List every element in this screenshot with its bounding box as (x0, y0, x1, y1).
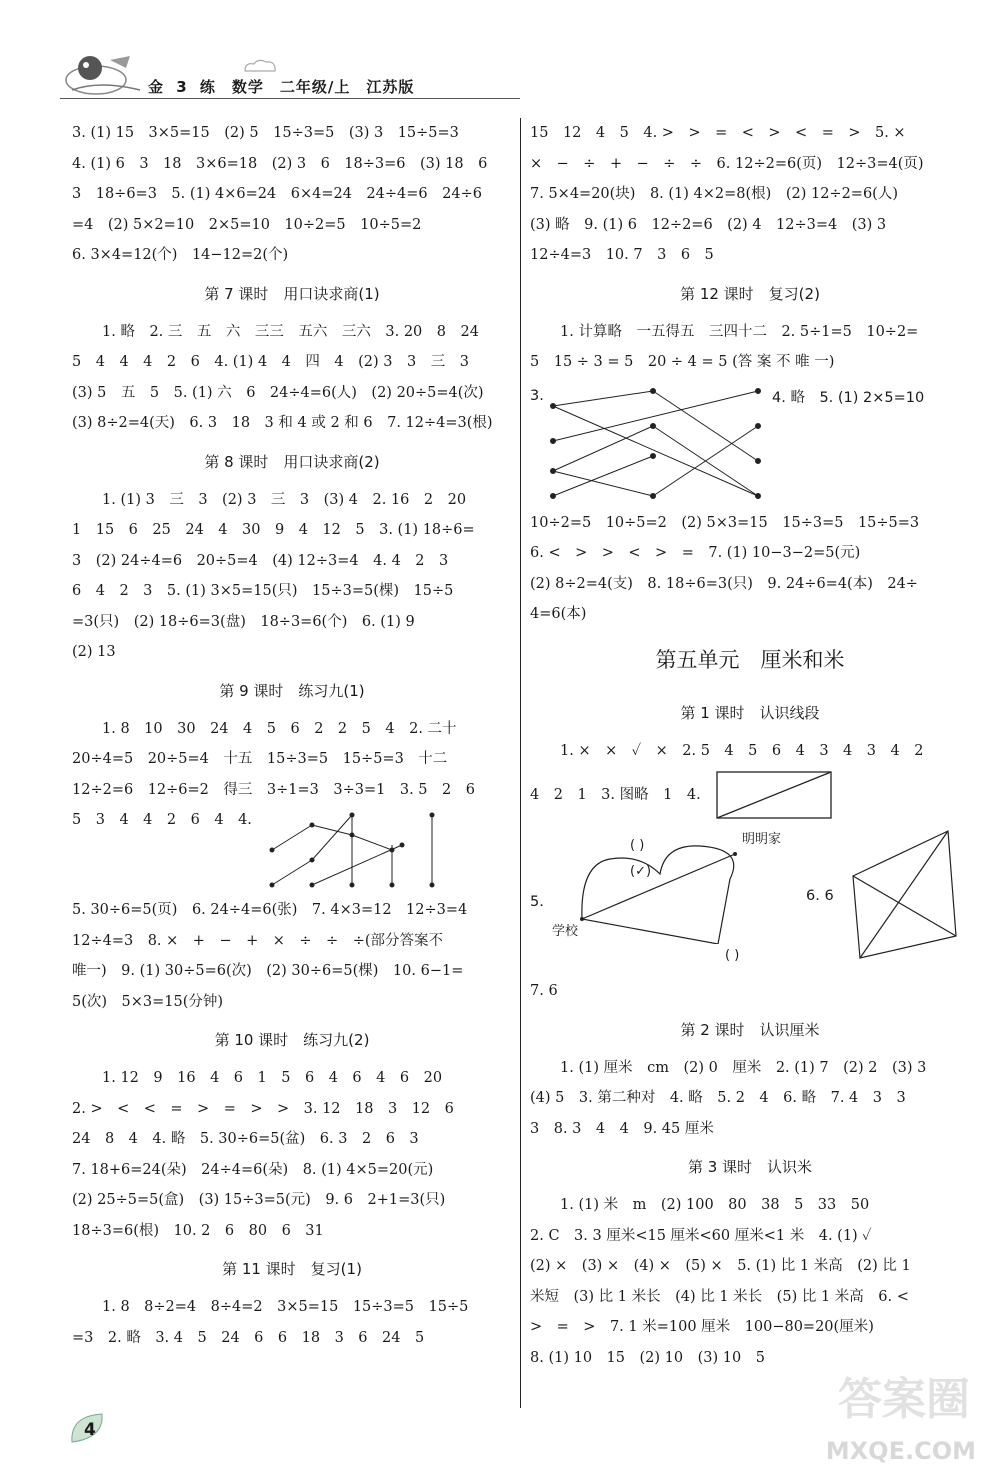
answer-line: 6. < > > < > = 7. (1) 10−3−2=5(元) (530, 545, 861, 561)
watermark-url: MXQE.COM (825, 1437, 976, 1465)
answer-line: 5(次) 5×3=15(分钟) (72, 993, 224, 1010)
answer-line: =3(只) (2) 18÷6=3(盘) 18÷3=6(个) 6. (1) 9 (72, 613, 415, 630)
answer-line: 12÷4=3 8. × + − + × ÷ ÷ ÷(部分答案不 (72, 932, 443, 949)
question-label: 4. 略 5. (1) 2×5=10 (772, 389, 925, 406)
answer-line: 1 15 6 25 24 4 30 9 4 12 5 3. (1) 18÷6= (72, 522, 475, 538)
answer-line: 7. 18+6=24(朵) 24÷4=6(朵) 8. (1) 4×5=20(元) (72, 1161, 434, 1178)
answer-line: 6. 3×4=12(个) 14−12=2(个) (72, 247, 289, 263)
crossing-lines-diagram (548, 386, 768, 506)
answer-line: 1. 12 9 16 4 6 1 5 6 4 6 4 6 20 (102, 1070, 443, 1086)
answer-line: (3) 8÷2=4(天) 6. 3 18 3 和 4 或 2 和 6 7. 12÷4=3(根) (72, 415, 493, 431)
section-heading: 第 1 课时 认识线段 (680, 703, 820, 722)
answer-line: 唯一) 9. (1) 30÷5=6(次) (2) 30÷6=5(棵) 10. 6−1= (72, 963, 464, 979)
answer-line: 1. 计算略 一五得五 三四十二 2. 5÷1=5 10÷2= (560, 323, 919, 340)
answer-line: (2) 13 (72, 644, 116, 660)
section-heading: 第 8 课时 用口诀求商(2) (204, 452, 380, 471)
answer-line: 6 4 2 3 5. (1) 3×5=15(只) 15÷3=5(棵) 15÷5 (72, 583, 454, 599)
answer-line: 4=6(本) (530, 606, 587, 622)
route-figure (530, 826, 970, 976)
route-label-home: 明明家 (742, 832, 782, 847)
answer-line: 20÷4=5 20÷5=4 十五 15÷3=5 15÷5=3 十二 (72, 751, 448, 767)
page-number-text: 4 (84, 1420, 96, 1440)
answer-line: 3. (1) 15 3×5=15 (2) 5 15÷3=5 (3) 3 15÷5=3 (72, 125, 459, 141)
section-heading: 第 9 课时 练习九(1) (219, 681, 365, 700)
watermark-logo-text: 答案圈 (838, 1374, 970, 1425)
unit-heading: 第五单元 厘米和米 (655, 647, 845, 672)
section-heading: 第 11 课时 复习(1) (222, 1260, 362, 1278)
matching-figure (530, 378, 970, 508)
answer-line: 18÷3=6(根) 10. 2 6 80 6 31 (72, 1222, 324, 1239)
route-option-straight: (✓) (630, 864, 652, 879)
left-column (72, 118, 512, 1353)
section-heading: 第 3 课时 认识米 (687, 1158, 813, 1176)
section-heading: 第 12 课时 复习(2) (680, 284, 820, 303)
quadrilateral-diagonals-diagram (848, 826, 958, 966)
answer-line: =4 (2) 5×2=10 2×5=10 10÷2=5 10÷5=2 (72, 216, 422, 233)
cloud-decoration-icon (240, 56, 280, 76)
answer-line: (2) × (3) × (4) × (5) × 5. (1) 比 1 米高 (2) 比 1 (530, 1258, 911, 1274)
answer-line: 12÷2=6 12÷6=2 得三 3÷1=3 3÷3=1 3. 5 2 6 (72, 781, 475, 798)
section-heading: 第 2 课时 认识厘米 (680, 1020, 820, 1039)
page-number (68, 1408, 108, 1448)
answer-line: 4. (1) 6 3 18 3×6=18 (2) 3 6 18÷3=6 (3) 18 6 (72, 155, 488, 172)
section-heading: 第 10 课时 练习九(2) (214, 1031, 370, 1049)
answer-line: 7. 6 (530, 983, 558, 999)
answer-line: (2) 25÷5=5(盒) (3) 15÷3=5(元) 9. 6 2+1=3(只) (72, 1192, 446, 1208)
answer-line: 5 15 ÷ 3 = 5 20 ÷ 4 = 5 (答 案 不 唯 一) (530, 354, 835, 370)
answer-line: 1. (1) 厘米 cm (2) 0 厘米 2. (1) 7 (2) 2 (3) 3 (560, 1059, 927, 1076)
answer-line: 1. 略 2. 三 五 六 三三 五六 三六 3. 20 8 24 (102, 323, 479, 340)
answer-line: (2) 8÷2=4(支) 8. 18÷6=3(只) 9. 24÷6=4(本) 24÷ (530, 575, 918, 592)
answer-line: 米短 (3) 比 1 米长 (4) 比 1 米长 (5) 比 1 米高 6. < (530, 1288, 909, 1305)
answer-line: =3 2. 略 3. 4 5 24 6 6 18 3 6 24 5 (72, 1329, 425, 1346)
answer-line: 12÷4=3 10. 7 3 6 5 (530, 247, 714, 263)
route-option-top: ( ) (630, 838, 645, 853)
header-rule (60, 98, 520, 99)
matching-lines-diagram (262, 805, 442, 895)
answer-line: 8. (1) 10 15 (2) 10 (3) 10 5 (530, 1349, 765, 1366)
answer-line: 3 (2) 24÷4=6 20÷5=4 (4) 12÷3=4 4. 4 2 3 (72, 552, 449, 569)
rectangle-diagonal-diagram (715, 770, 835, 822)
answer-line: 10÷2=5 10÷5=2 (2) 5×3=15 15÷3=5 15÷5=3 (530, 514, 920, 531)
answer-line: × − ÷ + − ÷ ÷ 6. 12÷2=6(页) 12÷3=4(页) (530, 155, 924, 172)
right-column (530, 118, 970, 1373)
answer-line: 1. × × ✓ × 2. 5 4 5 6 4 3 4 3 4 2 (560, 742, 924, 759)
question-label: 6. 6 (806, 888, 834, 904)
rectangle-figure (530, 766, 970, 826)
answer-line: 1. 8 8÷2=4 8÷4=2 3×5=15 15÷3=5 15÷5 (102, 1299, 469, 1315)
route-label-school: 学校 (552, 924, 579, 939)
answer-line: 1. 8 10 30 24 4 5 6 2 2 5 4 2. 二十 (102, 720, 457, 737)
answer-line: 1. (1) 3 三 3 (2) 3 三 3 (3) 4 2. 16 2 20 (102, 491, 467, 508)
answer-line: 5 4 4 4 2 6 4. (1) 4 4 四 4 (2) 3 3 三 3 (72, 354, 469, 370)
answer-line: 4 2 1 3. 图略 1 4. (530, 787, 701, 803)
answer-line: 7. 5×4=20(块) 8. (1) 4×2=8(根) (2) 12÷2=6(人) (530, 186, 899, 202)
section-heading: 第 7 课时 用口诀求商(1) (204, 284, 380, 303)
page-header (0, 0, 1000, 110)
answer-line: 5 3 4 4 2 6 4 4. (72, 812, 252, 828)
bird-logo-icon (60, 50, 150, 100)
answer-line: 5. 30÷6=5(页) 6. 24÷4=6(张) 7. 4×3=12 12÷3=4 (72, 902, 468, 918)
answer-line: (4) 5 3. 第二种对 4. 略 5. 2 4 6. 略 7. 4 3 3 (530, 1090, 906, 1106)
answer-line: 15 12 4 5 4. > > = < > < = > 5. × (530, 125, 906, 141)
answer-line: 3 8. 3 4 4 9. 45 厘米 (530, 1120, 714, 1137)
answer-line: > = > 7. 1 米=100 厘米 100−80=20(厘米) (530, 1319, 874, 1335)
answer-line: 2. > < < = > = > > 3. 12 18 3 12 6 (72, 1100, 454, 1117)
matching-figure (72, 805, 512, 895)
question-label: 5. (530, 894, 544, 910)
answer-line: (3) 略 9. (1) 6 12÷2=6 (2) 4 12÷3=4 (3) 3 (530, 216, 887, 233)
route-map-diagram (570, 834, 750, 944)
answer-line: 1. (1) 米 m (2) 100 80 38 5 33 50 (560, 1197, 870, 1213)
answer-line: (3) 5 五 5 5. (1) 六 6 24÷4=6(人) (2) 20÷5=4(次) (72, 384, 484, 401)
answer-line: 3 18÷6=3 5. (1) 4×6=24 6×4=24 24÷4=6 24÷6 (72, 186, 482, 202)
column-divider (520, 118, 521, 1408)
answer-line: 2. C 3. 3 厘米<15 厘米<60 厘米<1 米 4. (1) ✓ (530, 1227, 872, 1244)
page-title: 金 3 练 数学 二年级/上 江苏版 (148, 78, 415, 96)
route-option-bottom: ( ) (725, 948, 740, 963)
question-label: 3. (530, 387, 544, 404)
answer-line: 24 8 4 4. 略 5. 30÷6=5(盆) 6. 3 2 6 3 (72, 1131, 419, 1147)
